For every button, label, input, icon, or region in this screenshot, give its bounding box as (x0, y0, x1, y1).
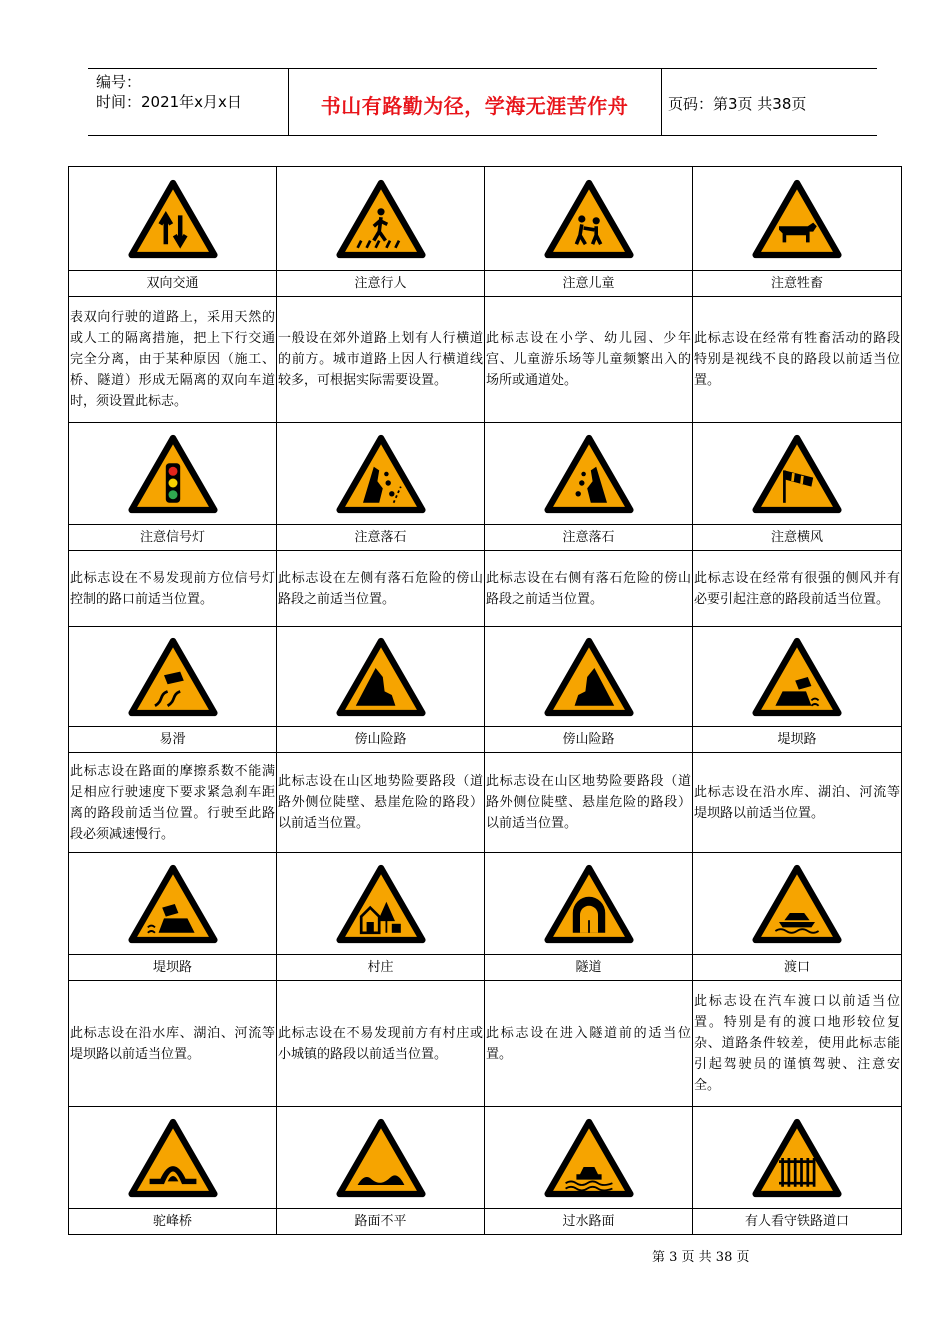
ferry-icon (752, 864, 842, 944)
sign-desc-row (69, 753, 902, 853)
sign-description: 此标志设在进入隧道前的适当位置。 (485, 981, 693, 1107)
sign-name: 注意落石 (277, 525, 485, 551)
crosswind-icon (752, 434, 842, 514)
sign-description: 此标志设在经常有很强的侧风并有必要引起注意的路段前适当位置。 (693, 551, 902, 627)
sign-name: 有人看守铁路道口 (693, 1209, 902, 1235)
sign-description: 表双向行驶的道路上，采用天然的或人工的隔离措施，把上下行交通完全分离，由于某种原因（施工、桥、隧道）形成无隔离的双向车道时，须设置此标志。 (69, 297, 277, 423)
ford-icon (544, 1118, 634, 1198)
sign-image-row (69, 167, 902, 271)
header-divider (661, 68, 662, 136)
sign-description: 此标志设在沿水库、湖泊、河流等堤坝路以前适当位置。 (693, 753, 902, 853)
uneven-road-icon (336, 1118, 426, 1198)
embankment-road-left-icon (128, 864, 218, 944)
sign-image-cell (693, 853, 902, 955)
sign-name: 路面不平 (277, 1209, 485, 1235)
sign-name-row (69, 955, 902, 981)
header-page-number: 页码：第3页 共38页 (668, 95, 807, 113)
sign-name-row (69, 271, 902, 297)
sign-name-row (69, 1209, 902, 1235)
mountain-road-right-icon (544, 637, 634, 717)
sign-description: 此标志设在小学、幼儿园、少年宫、儿童游乐场等儿童频繁出入的场所或通道处。 (485, 297, 693, 423)
sign-image-cell (69, 627, 277, 727)
sign-image-row (69, 627, 902, 727)
sign-image-cell (277, 423, 485, 525)
sign-name: 易滑 (69, 727, 277, 753)
sign-description: 一般设在郊外道路上划有人行横道的前方。城市道路上因人行横道线较多，可根据实际需要设置。 (277, 297, 485, 423)
warning-signs-table (68, 166, 902, 1235)
sign-name: 傍山险路 (485, 727, 693, 753)
sign-name: 注意行人 (277, 271, 485, 297)
sign-name: 堤坝路 (693, 727, 902, 753)
sign-desc-row (69, 981, 902, 1107)
sign-name: 隧道 (485, 955, 693, 981)
sign-image-cell (485, 167, 693, 271)
header-meta (96, 72, 242, 112)
sign-image-cell (693, 167, 902, 271)
sign-name: 过水路面 (485, 1209, 693, 1235)
guarded-railway-crossing-icon (752, 1118, 842, 1198)
sign-description: 此标志设在右侧有落石危险的傍山路段之前适当位置。 (485, 551, 693, 627)
sign-name-row (69, 525, 902, 551)
sign-image-cell (69, 853, 277, 955)
sign-description: 此标志设在汽车渡口以前适当位置。特别是有的渡口地形较位复杂、道路条件较差，使用此标志能引起驾驶员的谨慎驾驶、注意安全。 (693, 981, 902, 1107)
sign-name: 双向交通 (69, 271, 277, 297)
sign-name: 注意落石 (485, 525, 693, 551)
sign-image-row (69, 423, 902, 525)
sign-desc-row (69, 297, 902, 423)
sign-image-cell (277, 1107, 485, 1209)
sign-image-cell (485, 1107, 693, 1209)
document-time: 时间：2021年x月x日 (96, 93, 242, 111)
sign-description: 此标志设在山区地势险要路段（道路外侧位陡壁、悬崖危险的路段）以前适当位置。 (485, 753, 693, 853)
sign-image-cell (693, 1107, 902, 1209)
sign-desc-row (69, 551, 902, 627)
slippery-road-icon (128, 637, 218, 717)
children-icon (544, 179, 634, 259)
falling-rocks-left-icon (336, 434, 426, 514)
sign-description: 此标志设在路面的摩擦系数不能满足相应行驶速度下要求紧急刹车距离的路段前适当位置。行驶至此路段必须减速慢行。 (69, 753, 277, 853)
sign-description: 此标志设在左侧有落石危险的傍山路段之前适当位置。 (277, 551, 485, 627)
sign-image-cell (69, 1107, 277, 1209)
sign-image-cell (69, 167, 277, 271)
sign-image-cell (277, 853, 485, 955)
sign-name: 注意信号灯 (69, 525, 277, 551)
tunnel-icon (544, 864, 634, 944)
sign-description: 此标志设在经常有牲畜活动的路段特别是视线不良的路段以前适当位置。 (693, 297, 902, 423)
sign-image-row (69, 1107, 902, 1209)
pedestrian-icon (336, 179, 426, 259)
sign-name: 注意牲畜 (693, 271, 902, 297)
sign-image-cell (69, 423, 277, 525)
sign-image-cell (485, 423, 693, 525)
sign-name: 堤坝路 (69, 955, 277, 981)
sign-description: 此标志设在山区地势险要路段（道路外侧位陡壁、悬崖危险的路段）以前适当位置。 (277, 753, 485, 853)
sign-description: 此标志设在不易发现前方有村庄或小城镇的路段以前适当位置。 (277, 981, 485, 1107)
sign-image-cell (693, 423, 902, 525)
page-footer: 第 3 页 共 38 页 (652, 1250, 750, 1265)
traffic-light-icon (128, 434, 218, 514)
sign-image-cell (277, 627, 485, 727)
sign-name: 驼峰桥 (69, 1209, 277, 1235)
header-bottom-rule (88, 135, 877, 136)
sign-image-row (69, 853, 902, 955)
sign-image-cell (485, 627, 693, 727)
embankment-road-icon (752, 637, 842, 717)
sign-image-cell (693, 627, 902, 727)
sign-description: 此标志设在沿水库、湖泊、河流等堤坝路以前适当位置。 (69, 981, 277, 1107)
sign-image-cell (485, 853, 693, 955)
sign-name: 渡口 (693, 955, 902, 981)
sign-name: 傍山险路 (277, 727, 485, 753)
sign-image-cell (277, 167, 485, 271)
sign-description: 此标志设在不易发现前方位信号灯控制的路口前适当位置。 (69, 551, 277, 627)
hump-bridge-icon (128, 1118, 218, 1198)
sign-name-row (69, 727, 902, 753)
header-top-rule (88, 68, 877, 69)
village-icon (336, 864, 426, 944)
livestock-icon (752, 179, 842, 259)
two-way-traffic-icon (128, 179, 218, 259)
sign-name: 注意儿童 (485, 271, 693, 297)
document-number: 编号： (96, 73, 142, 91)
falling-rocks-right-icon (544, 434, 634, 514)
sign-name: 村庄 (277, 955, 485, 981)
sign-name: 注意横风 (693, 525, 902, 551)
header-motto: 书山有路勤为径，学海无涯苦作舟 (320, 94, 629, 118)
mountain-road-left-icon (336, 637, 426, 717)
